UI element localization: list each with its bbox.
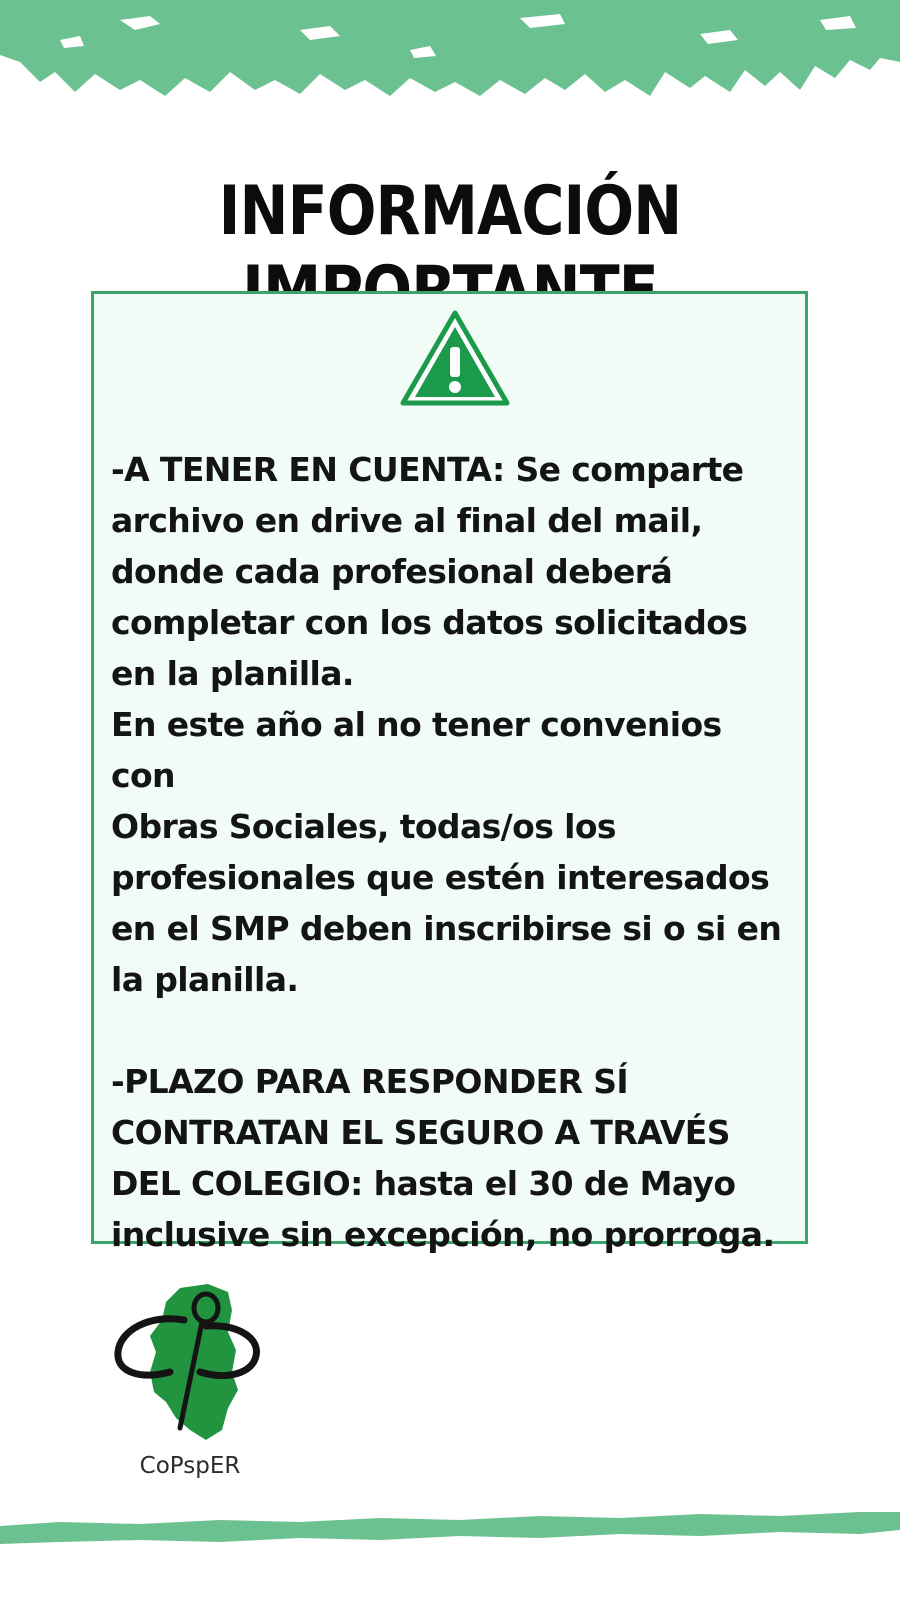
notice-line: DEL COLEGIO: hasta el 30 de Mayo	[111, 1164, 736, 1203]
notice-line: la planilla.	[111, 960, 299, 999]
notice-line: inclusive sin excepción, no prorroga.	[111, 1215, 775, 1254]
notice-line: -PLAZO PARA RESPONDER SÍ	[111, 1062, 629, 1101]
paragraph-spacer	[111, 1005, 791, 1056]
notice-line: En este año al no tener convenios con	[111, 705, 722, 795]
notice-line: CONTRATAN EL SEGURO A TRAVÉS	[111, 1113, 730, 1152]
notice-line: en la planilla.	[111, 654, 354, 693]
notice-line: profesionales que estén interesados	[111, 858, 770, 897]
notice-line: en el SMP deben inscribirse si o si en	[111, 909, 782, 948]
notice-line: completar con los datos solicitados	[111, 603, 748, 642]
page-title: INFORMACIÓN	[218, 172, 682, 251]
bottom-brush-decoration	[0, 1500, 900, 1560]
logo-text: CoPspER	[139, 1453, 241, 1479]
notice-line: -A TENER EN CUENTA: Se comparte	[111, 450, 744, 489]
copsper-logo	[110, 1280, 270, 1450]
notice-line: Obras Sociales, todas/os los	[111, 807, 616, 846]
notice-box	[91, 291, 808, 1254]
top-brush-decoration	[0, 0, 900, 110]
notice-line: archivo en drive al final del mail,	[111, 501, 703, 540]
warning-triangle-icon	[399, 309, 511, 409]
notice-text	[111, 444, 791, 1260]
notice-line: donde cada profesional deberá	[111, 552, 673, 591]
